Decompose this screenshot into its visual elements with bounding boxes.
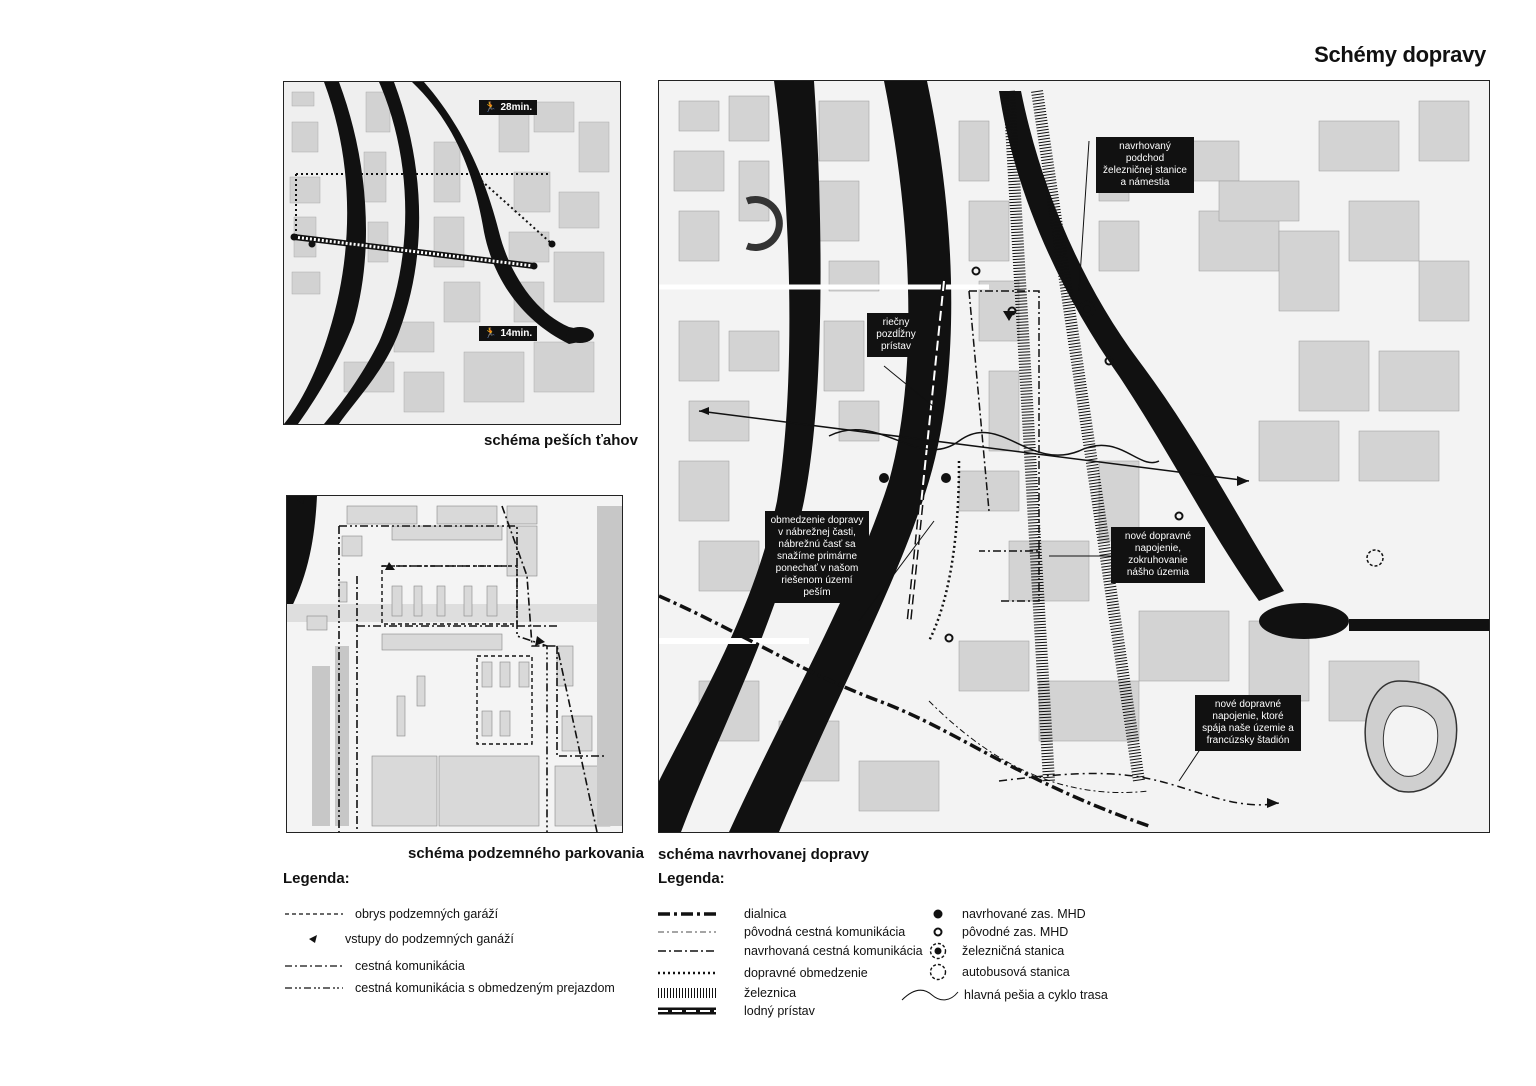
legend-restricted-road [283,979,615,997]
legend-traffic-restriction [656,964,868,982]
railway-station-icon [900,942,962,960]
transport-scheme-map [658,80,1490,833]
legend-road [283,957,465,975]
dash-dot-line-icon [283,957,345,975]
main-legend-heading: Legenda: [658,870,725,887]
thin-dash-dot-icon [656,923,718,941]
ring-icon [900,923,962,941]
legend-label: lodný prístav [744,1004,815,1018]
main-map-caption: schéma navrhovanej dopravy [658,846,869,863]
legend-label: pôvodná cestná komunikácia [744,925,906,939]
dash-dot-dot-line-icon [283,979,345,997]
callout-stadium-connection: nové dopravné napojenie, ktoré spája naše územie a francúzsky štadión [1195,695,1301,751]
bus-station-icon [900,963,962,981]
legend-label: obrys podzemných garáží [355,907,499,921]
legend-pedestrian-cycle-route [900,986,1108,1004]
legend-garage-outline [283,905,498,923]
legend-railway-station [900,942,1064,960]
legend-label: navrhované zas. MHD [962,907,1086,921]
legend-railway [656,984,796,1002]
legend-proposed-road [656,942,923,960]
parking-drawing [287,496,622,832]
walk-time-14: 14min. [500,328,533,339]
legend-ship-port [656,1002,815,1020]
legend-label: železničná stanica [962,944,1065,958]
page-title: Schémy dopravy [1314,42,1486,67]
legend-label: dialnica [744,907,787,921]
legend-label: hlavná pešia a cyklo trasa [964,988,1108,1002]
legend-original-road [656,923,905,941]
double-dash-icon [656,1002,718,1020]
walking-routes-map [283,81,621,425]
parking-map-caption: schéma podzemného parkovania [408,845,644,862]
walk-time-28: 28min. [500,102,533,113]
legend-highway [656,905,786,923]
runner-icon: 🏃 [484,328,497,339]
walking-map-caption: schéma peších ťahov [484,432,638,449]
wave-line-icon [900,986,962,1004]
dotted-line-icon [656,964,718,982]
callout-river-port: riečny pozdĺžny prístav [867,313,925,357]
legend-label: autobusová stanica [962,965,1070,979]
legend-label: vstupy do podzemných ganáží [345,932,514,946]
walking-routes-drawing [284,82,620,424]
callout-station-underpass: navrhovaný podchod železničnej stanice a námestia [1096,137,1194,193]
callout-waterfront-restriction: obmedzenie dopravy v nábrežnej časti, nábrežnú časť sa snažíme primárne ponechať v našom riešenom území peším [765,511,869,603]
filled-dot-icon [900,905,962,923]
legend-label: železnica [744,986,797,1000]
dashed-line-icon [283,905,345,923]
thick-dash-dot-icon [656,905,718,923]
legend-label: cestná komunikácia s obmedzeným prejazdom [355,981,615,995]
legend-proposed-stop [900,905,1086,923]
legend-label: navrhovaná cestná komunikácia [744,944,923,958]
transport-scheme-drawing [659,81,1489,832]
legend-label: pôvodné zas. MHD [962,925,1069,939]
legend-bus-station [900,963,1070,981]
walk-time-badge-14 [479,326,537,341]
legend-original-stop [900,923,1068,941]
runner-icon: 🏃 [484,102,497,113]
legend-label: cestná komunikácia [355,959,465,973]
callout-ring-connection: nové dopravné napojenie, zokruhovanie nášho územia [1111,527,1205,583]
arrow-head-icon [283,930,345,948]
railway-hatch-icon [656,984,718,1002]
walk-time-badge-28 [479,100,537,115]
legend-garage-entries [283,930,514,948]
parking-map [286,495,623,833]
legend-label: dopravné obmedzenie [744,966,868,980]
parking-legend-heading: Legenda: [283,870,350,887]
dash-dot-icon [656,942,718,960]
